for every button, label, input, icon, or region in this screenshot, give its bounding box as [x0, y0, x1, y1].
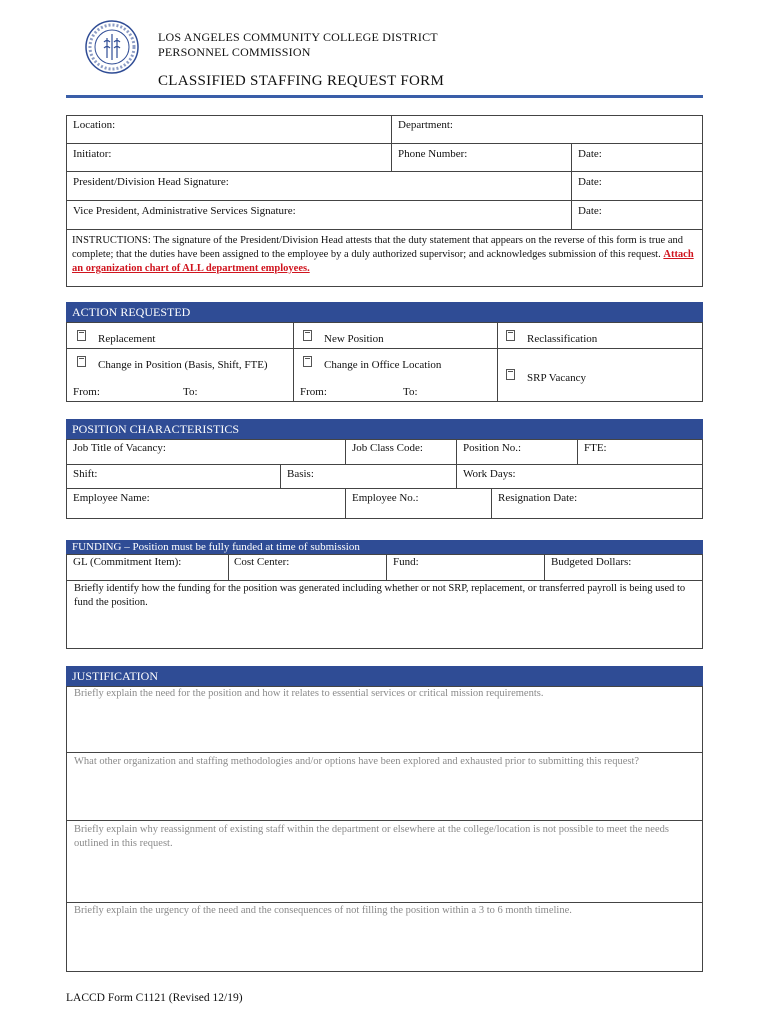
resignation-date-field[interactable]: Resignation Date: — [498, 492, 578, 504]
employee-no-field[interactable]: Employee No.: — [352, 492, 419, 504]
divider — [391, 115, 392, 172]
header-rule — [66, 95, 703, 98]
president-signature-field[interactable]: President/Division Head Signature: — [73, 176, 229, 188]
instructions — [72, 234, 698, 276]
position-no-field[interactable]: Position No.: — [463, 442, 522, 454]
cost-center-field[interactable]: Cost Center: — [234, 556, 290, 568]
divider — [66, 171, 703, 172]
office-from-field[interactable]: From: — [300, 386, 327, 398]
action-requested-heading: ACTION REQUESTED — [66, 302, 703, 322]
divider — [293, 322, 294, 402]
divider — [345, 439, 346, 464]
instructions-text: INSTRUCTIONS: The signature of the President/Division Head attests that the duty statement that appears on the reverse of this form is true and complete; that the duties have been assigned to the employee by a duly authorized supervisor; and acknowledges submission of this request. — [72, 235, 684, 260]
work-days-field[interactable]: Work Days: — [463, 468, 516, 480]
divider — [66, 902, 703, 903]
replacement-checkbox[interactable] — [77, 330, 86, 341]
form-footer: LACCD Form C1121 (Revised 12/19) — [66, 992, 243, 1004]
divider — [66, 580, 703, 581]
justification-reassignment-field[interactable]: Briefly explain why reassignment of existing staff within the department or elsewhere at the college/location is not possible to meet the needs outlined in this request. — [74, 824, 669, 849]
justification-urgency-field[interactable]: Briefly explain the urgency of the need and the consequences of not filling the position within a 3 to 6 month timeline. — [74, 905, 572, 916]
reclassification-label: Reclassification — [527, 333, 598, 345]
vp-date-field[interactable]: Date: — [578, 205, 602, 217]
laccd-seal-logo — [85, 20, 139, 74]
justification-heading: JUSTIFICATION — [66, 666, 703, 686]
divider — [280, 464, 281, 488]
funding-explanation-field[interactable]: Briefly identify how the funding for the position was generated including whether or not SRP, replacement, or transferred payroll is being used to fund the position. — [74, 583, 686, 608]
divider — [577, 439, 578, 464]
department-field[interactable]: Department: — [398, 119, 453, 131]
change-position-checkbox[interactable] — [77, 356, 86, 367]
president-date-field[interactable]: Date: — [578, 176, 602, 188]
initiator-field[interactable]: Initiator: — [73, 148, 112, 160]
divider — [228, 554, 229, 580]
divider — [497, 322, 498, 402]
divider — [66, 488, 703, 489]
divider — [345, 488, 346, 519]
org-name: LOS ANGELES COMMUNITY COLLEGE DISTRICT — [158, 30, 438, 44]
shift-field[interactable]: Shift: — [73, 468, 98, 480]
job-title-field[interactable]: Job Title of Vacancy: — [73, 442, 166, 454]
divider — [66, 229, 703, 230]
vp-signature-field[interactable]: Vice President, Administrative Services Signature: — [73, 205, 296, 217]
justification-need-field[interactable]: Briefly explain the need for the position and how it relates to essential services or critical mission requirements. — [74, 688, 544, 699]
form-title: CLASSIFIED STAFFING REQUEST FORM — [158, 73, 445, 89]
divider — [66, 820, 703, 821]
change-position-label: Change in Position (Basis, Shift, FTE) — [98, 359, 268, 371]
gl-commitment-field[interactable]: GL (Commitment Item): — [73, 556, 182, 568]
change-office-label: Change in Office Location — [324, 359, 442, 371]
fte-field[interactable]: FTE: — [584, 442, 607, 454]
budgeted-dollars-field[interactable]: Budgeted Dollars: — [551, 556, 632, 568]
divider — [544, 554, 545, 580]
basis-field[interactable]: Basis: — [287, 468, 314, 480]
divider — [66, 200, 703, 201]
srp-vacancy-label: SRP Vacancy — [527, 372, 586, 384]
divider — [66, 348, 703, 349]
instructions-required-note: Attach an organization chart of ALL department employees. — [72, 249, 694, 274]
location-field[interactable]: Location: — [73, 119, 116, 131]
reclassification-checkbox[interactable] — [506, 330, 515, 341]
new-position-checkbox[interactable] — [303, 330, 312, 341]
office-to-field[interactable]: To: — [403, 386, 418, 398]
position-from-field[interactable]: From: — [73, 386, 100, 398]
initiator-date-field[interactable]: Date: — [578, 148, 602, 160]
funding-heading: FUNDING – Position must be fully funded at time of submission — [66, 540, 703, 554]
justification-alternatives-field[interactable]: What other organization and staffing methodologies and/or options have been explored and exhausted prior to submitting this request? — [74, 756, 640, 767]
divider — [456, 439, 457, 488]
position-characteristics-heading: POSITION CHARACTERISTICS — [66, 419, 703, 439]
phone-field[interactable]: Phone Number: — [398, 148, 468, 160]
change-office-checkbox[interactable] — [303, 356, 312, 367]
divider — [66, 464, 703, 465]
divider — [386, 554, 387, 580]
position-to-field[interactable]: To: — [183, 386, 198, 398]
divider — [66, 143, 703, 144]
org-subname: PERSONNEL COMMISSION — [158, 45, 311, 59]
employee-name-field[interactable]: Employee Name: — [73, 492, 150, 504]
divider — [66, 752, 703, 753]
job-class-code-field[interactable]: Job Class Code: — [352, 442, 423, 454]
srp-vacancy-checkbox[interactable] — [506, 369, 515, 380]
divider — [571, 143, 572, 229]
fund-field[interactable]: Fund: — [393, 556, 419, 568]
replacement-label: Replacement — [98, 333, 156, 345]
new-position-label: New Position — [324, 333, 384, 345]
divider — [491, 488, 492, 519]
